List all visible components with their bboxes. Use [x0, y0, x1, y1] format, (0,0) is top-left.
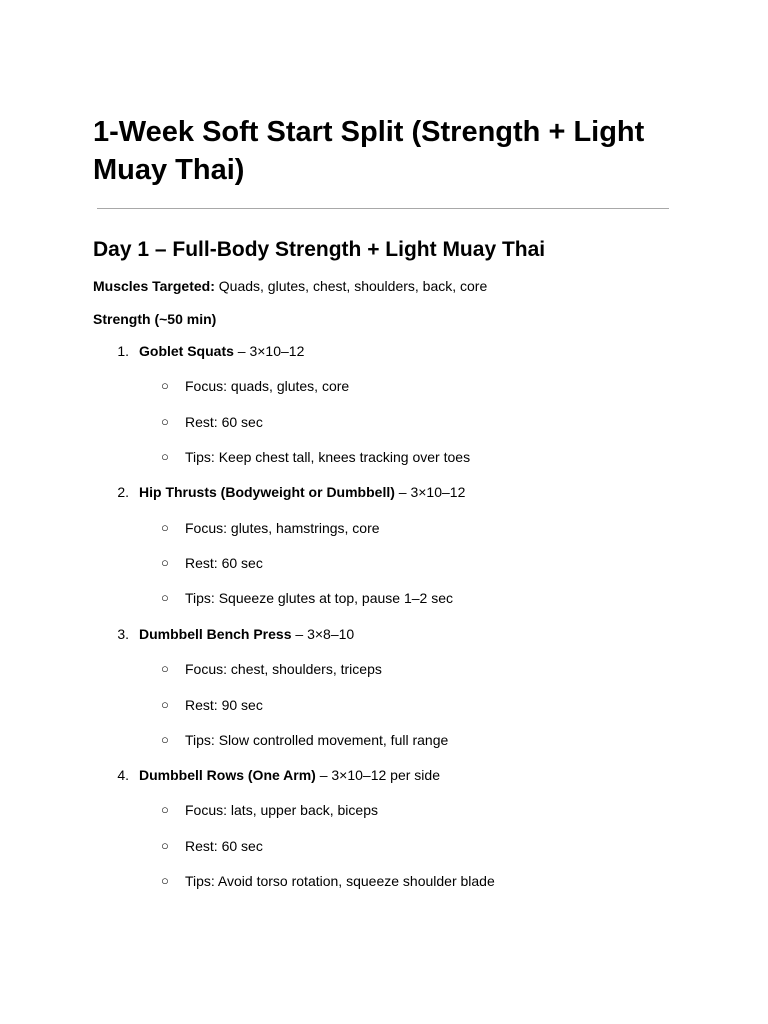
- hollow-bullet-icon: ○: [161, 590, 169, 605]
- exercise-sets: – 3×10–12 per side: [319, 767, 440, 783]
- hollow-bullet-icon: ○: [161, 520, 169, 535]
- hollow-bullet-icon: ○: [161, 697, 169, 712]
- exercise-name: Dumbbell Rows (One Arm): [139, 767, 316, 783]
- strength-section-label: Strength (~50 min): [93, 311, 217, 327]
- detail-text: Tips: Avoid torso rotation, squeeze shoulder blade: [185, 873, 495, 889]
- detail-text: Focus: glutes, hamstrings, core: [185, 520, 380, 536]
- exercise-name: Goblet Squats: [139, 343, 234, 359]
- hollow-bullet-icon: ○: [161, 838, 169, 853]
- muscles-targeted-label: Muscles Targeted:: [93, 278, 215, 294]
- document-title: 1-Week Soft Start Split (Strength + Light Muay Thai): [93, 116, 645, 186]
- detail-text: Tips: Keep chest tall, knees tracking over toes: [185, 449, 471, 465]
- detail-text: Rest: 60 sec: [185, 555, 263, 571]
- hollow-bullet-icon: ○: [161, 414, 169, 429]
- exercise-sets: – 3×8–10: [295, 626, 355, 642]
- horizontal-divider: [97, 208, 669, 209]
- hollow-bullet-icon: ○: [161, 449, 169, 464]
- detail-text: Rest: 60 sec: [185, 414, 263, 430]
- muscles-targeted-value: Quads, glutes, chest, shoulders, back, core: [218, 278, 488, 294]
- detail-text: Focus: chest, shoulders, triceps: [185, 661, 382, 677]
- exercise-number: 2.: [117, 484, 129, 500]
- hollow-bullet-icon: ○: [161, 378, 169, 393]
- detail-text: Rest: 90 sec: [185, 697, 263, 713]
- exercise-number: 1.: [117, 343, 129, 359]
- exercise-name: Hip Thrusts (Bodyweight or Dumbbell): [139, 484, 395, 500]
- hollow-bullet-icon: ○: [161, 555, 169, 570]
- detail-text: Focus: lats, upper back, biceps: [185, 802, 378, 818]
- exercise-name: Dumbbell Bench Press: [139, 626, 292, 642]
- day-1-heading: Day 1 – Full-Body Strength + Light Muay Thai: [93, 238, 546, 261]
- exercise-number: 4.: [117, 767, 129, 783]
- detail-text: Tips: Squeeze glutes at top, pause 1–2 sec: [185, 590, 453, 606]
- hollow-bullet-icon: ○: [161, 873, 169, 888]
- muscles-targeted-line: [93, 277, 487, 295]
- detail-text: Rest: 60 sec: [185, 838, 263, 854]
- detail-text: Focus: quads, glutes, core: [185, 378, 350, 394]
- exercise-number: 3.: [117, 626, 129, 642]
- hollow-bullet-icon: ○: [161, 732, 169, 747]
- hollow-bullet-icon: ○: [161, 661, 169, 676]
- detail-text: Tips: Slow controlled movement, full range: [185, 732, 449, 748]
- hollow-bullet-icon: ○: [161, 802, 169, 817]
- exercise-sets: – 3×10–12: [398, 484, 466, 500]
- exercise-sets: – 3×10–12: [237, 343, 305, 359]
